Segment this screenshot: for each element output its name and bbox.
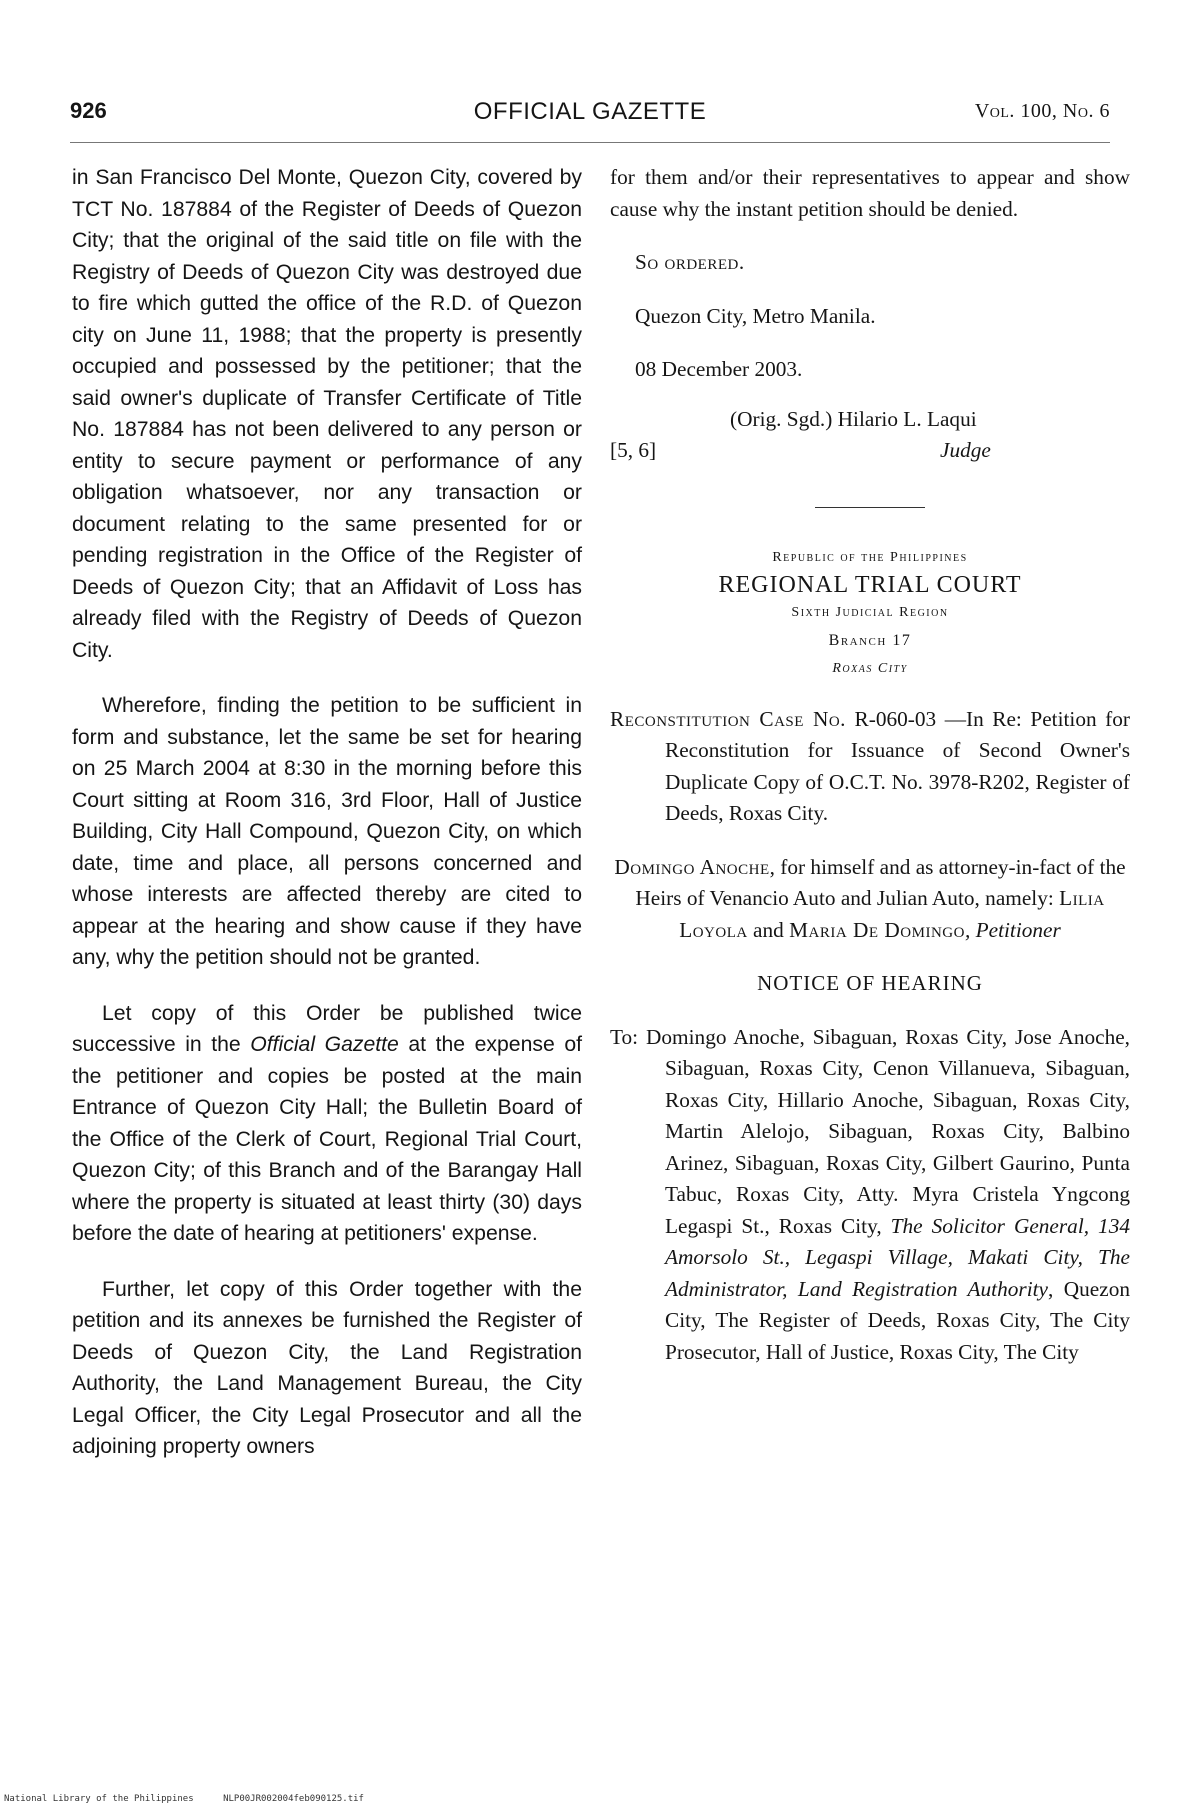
left-paragraph-1: in San Francisco Del Monte, Quezon City, covered by TCT No. 187884 of the Register of Deeds of Quezon City; that the original of the said title on file with the Registry of Deeds of Quezon City was destroyed due to fire which gutted the office of the R.D. of Quezon city on June 11, 1988; that the property is presently occupied and possessed by the petitioner; that the said owner's duplicate of Transfer Certificate of Title No. 187884 has not been delivered to any person or entity to secure payment or performance of any obligation whatsoever, nor any transaction or document relating to the same presented for or pending registration in the Office of the Register of Deeds of Quezon City; that an Affidavit of Loss has already filed with the Registry of Deeds of Quezon City.: [72, 166, 582, 662]
scan-footer: [4, 1794, 388, 1804]
left-paragraph-4: Further, let copy of this Order together with the petition and its annexes be furnished the Register of Deeds of Quezon City, the Land Registration Authority, the Land Management Bureau, the City Legal Officer, the City Legal Prosecutor and all the adjoining property owners: [72, 1277, 582, 1458]
court-line-4: Branch 17: [828, 631, 912, 649]
left-paragraph-3: Let copy of this Order be published twice successive in the Official Gazette at the expense of the petitioner and copies be posted at the main Entrance of Quezon City Hall; the Bulletin Board of the Office of the Clerk of Court, Regional Trial Court, Quezon City; of this Branch and of the Barangay Hall where the property is situated at least thirty (30) days before the date of hearing at petitioners' expense.: [72, 1001, 582, 1245]
signature: [610, 404, 1130, 436]
library-name: National Library of the Philippines: [4, 1794, 194, 1804]
signature-text: (Orig. Sgd.) Hilario L. Laqui: [730, 406, 977, 431]
left-column: [72, 162, 582, 1487]
court-header: [610, 546, 1130, 682]
parties: Domingo Anoche, for himself and as attorney-in-fact of the Heirs of Venancio Auto and Julian Auto, namely: Lilia Loyola and Maria De Domingo, Petitioner: [614, 854, 1126, 942]
header-rule: [70, 142, 1110, 143]
left-paragraph-2: Wherefore, finding the petition to be sufficient in form and substance, let the same be set for hearing on 25 March 2004 at 8:30 in the morning before this Court sitting at Room 316, 3rd Floor, Hall of Justice Building, City Hall Compound, Quezon City, on which date, time and place, all persons concerned and whose interests are affected thereby are cited to appear at the hearing and show cause if they have any, why the petition should not be granted.: [72, 694, 582, 969]
judge-title: Judge: [940, 438, 991, 462]
case-caption: Reconstitution Case No. R-060-03 —In Re: Petition for Reconstitution for Issuance of Second Owner's Duplicate Copy of O.C.T. No. 3978-R202, Register of Deeds, Roxas City.: [610, 706, 1130, 825]
scan-filename: NLP00JR002004feb090125.tif: [223, 1794, 364, 1804]
so-ordered: So ordered.: [635, 250, 745, 274]
court-line-2: REGIONAL TRIAL COURT: [718, 571, 1022, 598]
notice-recipients: To: Domingo Anoche, Sibaguan, Roxas City, Jose Anoche, Sibaguan, Roxas City, Cenon Villanueva, Sibaguan, Roxas City, Hillario Anoche, Sibaguan, Roxas City, Martin Alelojo, Sibaguan, Roxas City, Balbino Arinez, Sibaguan, Roxas City, Gilbert Gaurino, Punta Tabuc, Roxas City, Atty. Myra Cristela Yngcong Legaspi St., Roxas City, The Solicitor General, 134 Amorsolo St., Legaspi Village, Makati City, The Administrator, Land Registration Authority, Quezon City, The Register of Deeds, Roxas City, The City Prosecutor, Hall of Justice, Roxas City, The City: [610, 1024, 1131, 1364]
publication-title: OFFICIAL GAZETTE: [473, 98, 707, 125]
page-header: [70, 94, 1110, 134]
court-line-1: Republic of the Philippines: [772, 549, 968, 565]
court-line-5: Roxas City: [832, 660, 908, 676]
order-place: Quezon City, Metro Manila.: [635, 303, 876, 328]
notice-title: NOTICE OF HEARING: [757, 971, 983, 995]
page-number: 926: [70, 98, 107, 123]
continuation-text: for them and/or their representatives to appear and show cause why the instant petition should be denied.: [610, 165, 1130, 221]
court-line-3: Sixth Judicial Region: [791, 604, 949, 620]
section-divider: [815, 507, 925, 508]
right-column: [610, 162, 1130, 1368]
order-date: 08 December 2003.: [635, 357, 803, 381]
issue-reference: [5, 6]: [610, 438, 657, 462]
volume-number: Vol. 100, No. 6: [974, 100, 1110, 122]
gazette-name-italic: Official Gazette: [250, 1033, 399, 1056]
ref-and-title: [610, 435, 1130, 467]
